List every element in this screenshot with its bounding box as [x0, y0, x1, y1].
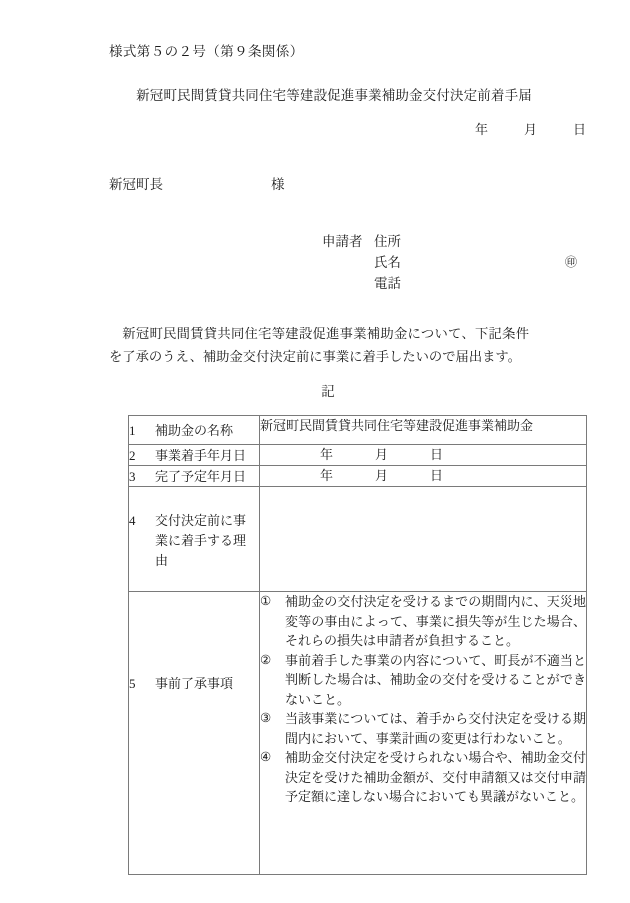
applicant-address-row: [322, 231, 401, 252]
row-3-value-cell[interactable]: [260, 466, 587, 487]
form-table: [128, 415, 587, 875]
applicant-name-label: 氏名: [374, 255, 401, 270]
addressee-name: 新冠町長: [109, 177, 163, 192]
table-row: [129, 416, 587, 445]
row-2-day-label: 日: [430, 447, 444, 462]
row-3-date-group: [320, 466, 443, 485]
row-5-terms-cell: [260, 592, 587, 875]
list-item: [260, 748, 586, 807]
row-3-month-label: 月: [375, 468, 389, 483]
date-day-label: 日: [572, 122, 586, 137]
table-row: [129, 592, 587, 875]
applicant-phone-label: 電話: [374, 276, 401, 291]
list-item: [260, 592, 586, 651]
seal-icon: ㊞: [565, 255, 578, 269]
row-1-number: 1: [129, 422, 136, 438]
table-row: [129, 466, 587, 487]
addressee-honorific: 様: [271, 177, 285, 192]
terms-list: [260, 592, 586, 807]
row-2-label: 事業着手年月日: [155, 447, 247, 463]
term-4-text: 補助金交付決定を受けられない場合や、補助金交付決定を受けた補助金額が、交付申請額又は交付申請予定額に達しない場合においても異議がないこと。: [285, 750, 586, 804]
date-line: [0, 119, 630, 138]
row-3-label-cell: [129, 466, 260, 487]
row-1-value-cell[interactable]: [260, 416, 587, 445]
date-month-label: 月: [523, 122, 537, 137]
row-5-label: 事前了承事項: [155, 676, 234, 691]
applicant-address-label: 住所: [374, 234, 401, 249]
row-1-label-cell: [129, 416, 260, 445]
row-3-year-label: 年: [320, 468, 334, 483]
date-year-label: 年: [474, 122, 488, 137]
term-4-marker: ④: [260, 750, 272, 764]
row-2-number: 2: [129, 447, 136, 463]
term-3-text: 当該事業については、着手から交付決定を受ける期間内において、事業計画の変更は行わないこと。: [285, 711, 586, 746]
row-2-value-cell[interactable]: [260, 445, 587, 466]
row-3-number: 3: [129, 468, 136, 484]
document-title: 新冠町民間賃貸共同住宅等建設促進事業補助金交付決定前着手届: [136, 88, 532, 103]
row-2-year-label: 年: [320, 447, 334, 462]
ki-label: 記: [321, 384, 335, 399]
row-2-month-label: 月: [375, 447, 389, 462]
form-number: 様式第５の２号（第９条関係）: [109, 44, 304, 59]
addressee: [109, 173, 285, 193]
row-5-label-cell: [129, 592, 260, 875]
row-2-label-cell: [129, 445, 260, 466]
applicant-name-row: [322, 252, 578, 273]
row-5-number: 5: [129, 676, 136, 691]
applicant-lead-label: 申請者: [322, 234, 363, 249]
row-4-value-cell[interactable]: [260, 487, 587, 592]
row-2-date-group: [320, 445, 443, 464]
row-1-label: 補助金の名称: [155, 422, 234, 438]
row-1-value: 新冠町民間賃貸共同住宅等建設促進事業補助金: [260, 418, 534, 433]
term-1-text: 補助金の交付決定を受けるまでの期間内に、天災地変等の事由によって、事業に損失等が生じた場合、それらの損失は申請者が負担すること。: [285, 594, 586, 648]
row-3-label: 完了予定年月日: [155, 468, 247, 484]
term-1-marker: ①: [260, 594, 272, 608]
applicant-block: [322, 231, 578, 294]
term-2-marker: ②: [260, 652, 272, 667]
list-item: [260, 651, 586, 710]
term-2-text: 事前着手した事業の内容について、町長が不適当と判断した場合は、補助金の交付を受けることができないこと。: [285, 652, 586, 707]
table-row: [129, 445, 587, 466]
applicant-phone-row: [322, 273, 401, 294]
row-3-day-label: 日: [430, 468, 444, 483]
row-4-label-cell: [129, 487, 260, 592]
row-4-label: 交付決定前に事業に着手する理由: [155, 513, 247, 568]
row-4-number: 4: [129, 513, 136, 528]
list-item: [260, 709, 586, 748]
table-row: [129, 487, 587, 592]
term-3-marker: ③: [260, 711, 272, 725]
body-paragraph-text: 新冠町民間賃貸共同住宅等建設促進事業補助金について、下記条件を了承のうえ、補助金交付決定前に事業に着手したいので届出ます。: [109, 326, 529, 364]
body-paragraph: [109, 322, 529, 368]
